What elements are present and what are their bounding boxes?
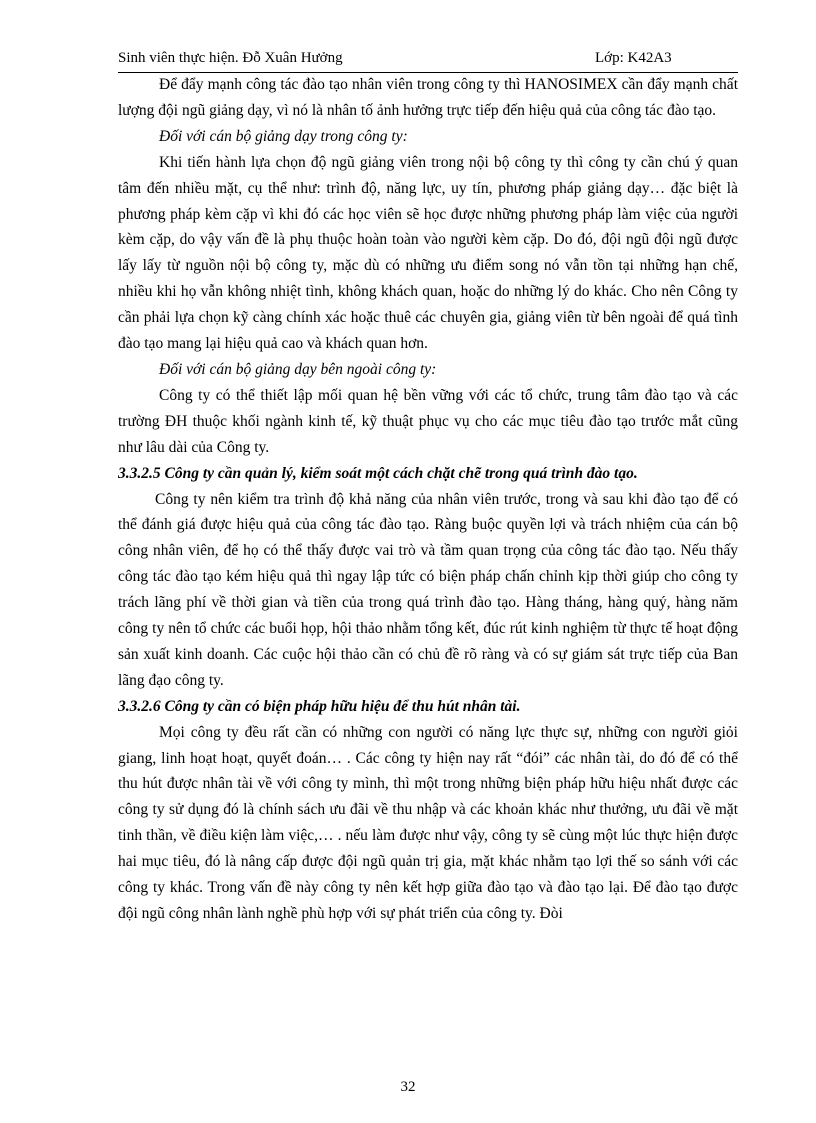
subheading-external-trainers: Đối với cán bộ giảng dạy bên ngoài công ty:: [159, 360, 437, 378]
paragraph-intro: Để đẩy mạnh công tác đào tạo nhân viên trong công ty thì HANOSIMEX cần đẩy mạnh chất lượng đội ngũ giảng dạy, vì nó là nhân tố ảnh hưởng trực tiếp đến hiệu quả của công tác đào tạo.: [118, 76, 738, 119]
paragraph-training-control: Công ty nên kiểm tra trình độ khả năng của nhân viên trước, trong và sau khi đào tạo để có thể đánh giá được hiệu quả của công tác đào tạo. Ràng buộc quyền lợi và trách nhiệm của cán bộ công nhân viên, để họ có thể thấy được vai trò và tầm quan trọng của công tác đào tạo. Nếu thấy công tác đào tạo kém hiệu quả thì ngay lập tức có biện pháp chấn chỉnh kịp thời giúp cho công ty trách lãng phí về thời gian và tiền của trong quá trình đào tạo. Hàng tháng, hàng quý, hàng năm công ty nên tổ chức các buổi họp, hội thảo nhằm tổng kết, đúc rút kinh nghiệm từ thực tế hoạt động sản xuất kinh doanh. Các cuộc hội thảo cần có chủ đề rõ ràng và có sự giám sát trực tiếp của Ban lãng đạo công ty.: [118, 490, 738, 689]
subheading-internal-trainers: Đối với cán bộ giảng dạy trong công ty:: [159, 127, 408, 145]
page-body: [118, 72, 738, 927]
header-student-name: Sinh viên thực hiện. Đỗ Xuân Hưởng: [118, 50, 343, 66]
paragraph-talent-attraction: Mọi công ty đều rất cần có những con người có năng lực thực sự, những con người giỏi giang, linh hoạt hoạt, quyết đoán… . Các công ty hiện nay rất “đói” các nhân tài, do đó để có thể thu hút được nhân tài về với công ty mình, thì một trong những biện pháp hữu hiệu nhất được các công ty sử dụng đó là chính sách ưu đãi về thu nhập và các khoản khác như thưởng, ưu đãi về mặt tinh thần, về điều kiện làm việc,… . nếu làm được như vậy, công ty sẽ cùng một lúc thực hiện được hai mục tiêu, đó là nâng cấp được đội ngũ quản trị gia, mặt khác nhằm tạo lợi thế so sánh với các công ty khác. Trong vấn đề này công ty nên kết hợp giữa đào tạo và đào tạo lại. Để đào tạo được đội ngũ công nhân lành nghề phù hợp với sự phát triển của công ty. Đòi: [118, 723, 738, 922]
page-number: 32: [400, 1079, 416, 1095]
section-heading-3-3-2-6: 3.3.2.6 Công ty cần có biện pháp hữu hiệu để thu hút nhân tài.: [118, 697, 521, 715]
header-class: Lớp: K42A3: [595, 50, 672, 66]
section-heading-3-3-2-5: 3.3.2.5 Công ty cần quản lý, kiểm soát một cách chặt chẽ trong quá trình đào tạo.: [118, 464, 638, 482]
page-header: [118, 50, 738, 73]
paragraph-external-trainers: Công ty có thể thiết lập mối quan hệ bền vững với các tổ chức, trung tâm đào tạo và các trường ĐH thuộc khối ngành kinh tế, kỹ thuật phục vụ cho các mục tiêu đào tạo trước mắt cũng như lâu dài của Công ty.: [118, 386, 738, 456]
paragraph-internal-trainers: Khi tiến hành lựa chọn độ ngũ giảng viên trong nội bộ công ty thì công ty cần chú ý quan tâm đến nhiều mặt, cụ thể như: trình độ, năng lực, uy tín, phương pháp giảng dạy… đặc biệt là phương pháp kèm cặp vì khi đó các học viên sẽ học được những phương pháp làm việc của người kèm cặp, do vậy vấn đề là phụ thuộc hoàn toàn vào người kèm cặp. Do đó, đội ngũ đội ngũ được lấy lấy từ nguồn nội bộ công ty, mặc dù có những ưu điểm song nó vẫn tồn tại những hạn chế, nhiều khi họ vẫn không nhiệt tình, không khách quan, hoặc do những lý do khác. Cho nên Công ty cần phải lựa chọn kỹ càng chính xác hoặc thuê các chuyên gia, giảng viên từ bên ngoài để quá tình đào tạo mang lại hiệu quả cao và khách quan hơn.: [118, 153, 738, 353]
